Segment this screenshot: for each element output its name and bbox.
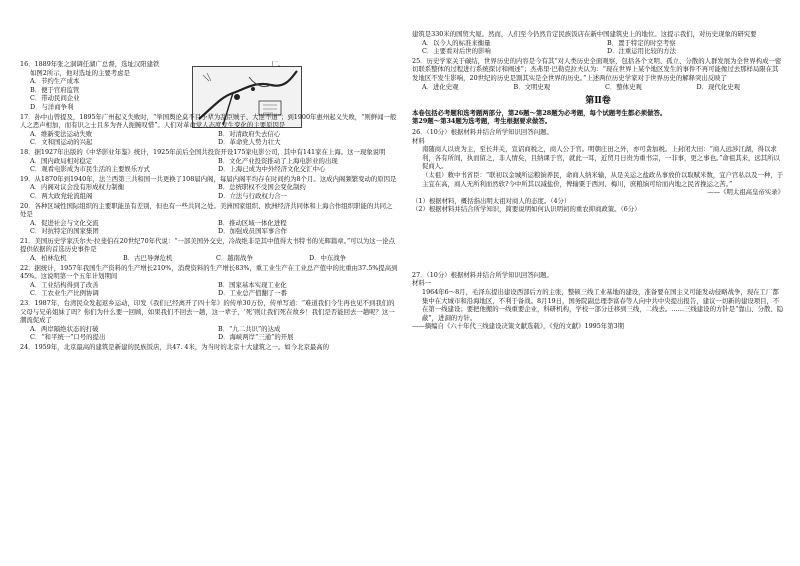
q19-option-b[interactable]: B．总统职权不受国会变化制约 — [218, 183, 306, 192]
q20-option-d[interactable]: D．加强成员国军事合作 — [218, 227, 288, 236]
q27-source: ——摘编自《六十年代三线建设决策文献选载》，《党的文献》1995年第3期 — [412, 322, 625, 331]
question-25 — [412, 57, 784, 91]
q17-option-a[interactable]: A．维新变法运动失败 — [30, 129, 93, 138]
q24-option-a[interactable]: A．以今人的标准来衡量 — [422, 38, 491, 47]
right-column — [412, 30, 784, 332]
q17-stem: 17．孙中山曾提及，1895年广州起义失败时，“举国舆论莫不目予辈为乱臣贼子、大逆不道”；到1900年惠州起义失败，“则鲜闻一般人之恶声相加，而有识之士且多为吾人扼腕叹惜”。人们对革命党人态度发生变化的主要原因是 — [20, 112, 397, 130]
q18-option-a[interactable]: A．国内政局相对稳定 — [30, 156, 93, 165]
q18-option-d[interactable]: D．上海已成为中外经济文化交汇中心 — [218, 165, 326, 174]
q16-option-a[interactable]: A．节约生产成本 — [30, 77, 80, 86]
q20-option-b[interactable]: B．推动区域一体化进程 — [218, 218, 287, 227]
q22-option-d[interactable]: D．工业总产值翻了一番 — [218, 289, 288, 298]
q16-stem-2: 如图2所示，他对选址的主要考虑是 — [30, 68, 130, 77]
q21-option-d[interactable]: D．中东战争 — [309, 254, 347, 263]
q24-cont-stem: 建筑是330米的国贸大厦。然而，人们至今仍然肯定民族饭店在新中国建筑史上的地位。这提示我们，对历史现象的研究要 — [412, 30, 757, 38]
q26-material-para-1: 南随商人以贵为主，至长井关，宣诏商税之，商人公于官。明朝庄田之外，亦可贪加税。上封闭大田：“商人远涉江湖，得以求利，各有所间，执而留之，非人情矣，且纳课于官，就此一耳，近贸月日贵为重书宗，一非事，更之事也。”命祖其来，远其所以促商人。 — [422, 145, 780, 171]
q22-option-b[interactable]: B．国家基本实现工业化 — [218, 280, 287, 289]
q20-option-a[interactable]: A．促进社会与文化交流 — [30, 218, 99, 227]
q18-option-b[interactable]: B．文化产业投资推动了上海电影业的出现 — [218, 156, 338, 165]
q23-option-d[interactable]: D．海峡两岸“三通”的开展 — [218, 333, 294, 342]
q24-option-d[interactable]: D．注重运用比较的方法 — [607, 47, 677, 56]
question-22 — [20, 264, 398, 298]
question-24-continued — [412, 30, 784, 56]
q22-stem: 22．据统计，1957年我国生产资料的生产增长210%，消费资料的生产增长83%，重工业生产在工业总产值中的比重由37.5%提高到45%。这说明第一个五年计划期间 — [20, 263, 398, 281]
question-27 — [412, 271, 784, 331]
q21-option-b[interactable]: B．古巴导弹危机 — [123, 254, 173, 263]
question-23 — [20, 299, 398, 342]
q26-material-para-2: （太祖）敕中书省臣：“联初以金城所运粮饷养民，命商人纳米输，从是关运之盐政丛事放价以取赋米数，宜户官私以及一种，于主宜在高，商人无所利而然软?今中所其以减盐价，俾输粟于西河、梅川，庶粮饷可给而内地之民省挽运之苦。” — [422, 170, 784, 188]
q17-option-b[interactable]: B．对清政府失去信心 — [218, 129, 281, 138]
q25-option-c[interactable]: C．整体史观 — [605, 82, 642, 91]
q26-source: ——《明太祖高皇帝实录》 — [707, 188, 784, 197]
q24-option-b[interactable]: B．置于特定的时空考察 — [607, 38, 676, 47]
question-17 — [20, 113, 398, 147]
q26-sub-1: （1）根据材料，概括指出明太祖对商人的态度。（4分） — [412, 196, 571, 205]
q21-stem: 21．美国历史学家沃尔夫·拉斐伯在20世纪70年代说：“一部美国外交史，冷战绝非是其中值得大书特书的光辉篇章。”可以为这一论点提供依据的首选历史事件是 — [20, 236, 395, 254]
q22-option-c[interactable]: C．工农业生产比例协调 — [30, 289, 99, 298]
q27-material-label: 材料一 — [412, 279, 432, 288]
q24-option-c[interactable]: C．主要看对后世的影响 — [422, 47, 491, 56]
q27-head: 27．（10分）根据材料并结合所学知识回答问题。 — [412, 270, 553, 279]
q18-stem: 18．据1927年出版的《中华影业年鉴》统计，1925年前后全国共投资开设175家电影公司，其中有141家在上海。这一现象说明 — [20, 147, 386, 156]
q23-stem: 23．1987年，台湾民众发起返乡运动，印发《我们已经离开了四十年》的传单30万份，传单写道：“难道我们今生再也见不到我们的父母与兄弟姐妹了吗？你们为什么要一回顾，如果我们不回去一趟，这一辈子，‘死’则让我们死在故乡！我们是否能回去一趟呢？这一潮流促成了 — [20, 299, 395, 325]
q25-stem: 25．历史学家关于碳结，世界历史的内容是今有其“对人类历史全面观察，包括各个文明、孤立、分散的人群发展为全世界构成一密切联系整体的过程进行系统探讨和阐述”；杰弗里·巴勒克拉夫认为：“现在世界上某个地区发生的事件不再可能像过去那样局限在其发地区不发生影响，20世纪的历史是割其实是全世界的历史。”上述两位历史学家对于世界历史的解释突出反映了 — [412, 56, 782, 82]
answer-space — [412, 215, 784, 271]
question-19 — [20, 175, 398, 201]
q19-option-a[interactable]: A．内阁对议会没有形成权力制衡 — [30, 183, 125, 192]
section-instructions-2: 第29题～第34题为选考题，考生根据要求做答。 — [412, 117, 552, 126]
section-instructions-1: 本卷包括必考题和选考题两部分，第26题～第28题为必考题，每个试题考生都必须做答。 — [412, 108, 667, 117]
q26-material-label: 材料 — [412, 136, 425, 145]
q16-option-d[interactable]: D．与洋商争利 — [30, 102, 74, 111]
q16-option-c[interactable]: C．带动民间企业 — [30, 94, 80, 103]
q19-option-c[interactable]: C．两大政党轮流组阁 — [30, 191, 93, 200]
q26-sub-2: （2）根据材料并结合所学知识，简要说明如何认识明初的重农抑商政策。（6分） — [412, 205, 641, 214]
question-16 — [20, 60, 398, 112]
q24-stem: 24．1959年，北京最高的建筑是新建的民族饭店，共47. 4米，为当时的北京十大建筑之一。如今北京最高的 — [20, 343, 330, 351]
q23-option-b[interactable]: B．“九二共识”的达成 — [218, 324, 281, 333]
q18-option-c[interactable]: C．观看电影成为市民生活的主要娱乐方式 — [30, 165, 150, 174]
question-26 — [412, 128, 784, 214]
q17-option-c[interactable]: C．文和国运动的兴起 — [30, 138, 93, 147]
question-24 — [20, 343, 398, 352]
q21-option-c[interactable]: C．越南战争 — [216, 254, 253, 263]
q17-option-d[interactable]: D．革命党人势力壮大 — [218, 138, 281, 147]
q23-option-a[interactable]: A．两岸隔绝状态的打破 — [30, 324, 99, 333]
q22-option-a[interactable]: A．工业结构得到了改善 — [30, 280, 99, 289]
q19-option-d[interactable]: D．立法与行政权力合一 — [218, 191, 288, 200]
q19-stem: 19．从1870年到1940年，法兰西第三共和国一共更换了108届内阁，每届内阁平均存在时间约为8个月。这成内阁频繁变动的原因是 — [20, 174, 397, 183]
q20-option-c[interactable]: C．对抗特定的国家集团 — [30, 227, 99, 236]
question-21 — [20, 237, 398, 263]
q25-option-d[interactable]: D．现代化史观 — [696, 82, 740, 91]
q20-stem: 20．各种区域性国际组织的主要职能虽有差别，但也有一些共同之处。美洲国家组织、欧洲经济共同体和上海合作组织职能的共同之处是 — [20, 201, 393, 219]
q16-stem-1: 16．1889年张之洞调任湖广总督，选址汉阳建铁 — [20, 60, 160, 68]
section-2-title: 第Ⅱ卷 — [585, 96, 611, 107]
q16-option-b[interactable]: B．便于官府监管 — [30, 85, 80, 94]
q21-option-a[interactable]: A．柏林危机 — [30, 254, 67, 263]
q25-option-a[interactable]: A．进化史观 — [422, 82, 459, 91]
q16-stem-tail: 厂。 — [271, 60, 285, 68]
q25-option-b[interactable]: B．文明史观 — [513, 82, 551, 91]
q23-option-c[interactable]: C．“和平统一”口号的提出 — [30, 333, 106, 342]
question-18 — [20, 148, 398, 174]
q27-material-para-1: 1964年6～8月，毛泽东提出建设西部后方的主张，整顿三线工业基地的建设，准备要在国主义可能发动侵略战争，现在工厂都集中在大城市和沿海地区，不利于备战。8月19日，国务院副总理李富春等人向中共中央提出报告，建议一切新的建设项目，不在第一线建设；要把他搬的一线重要企业，科研机构，学校一部分迁移到三线，二线去。……三线建设的方针是“靠山、分散、隐蔽”，进洞的方针。 — [422, 288, 784, 322]
left-column — [20, 60, 398, 353]
q26-head: 26．（10分）根据材料并结合所学知识回答问题。 — [412, 127, 553, 136]
question-20 — [20, 202, 398, 236]
